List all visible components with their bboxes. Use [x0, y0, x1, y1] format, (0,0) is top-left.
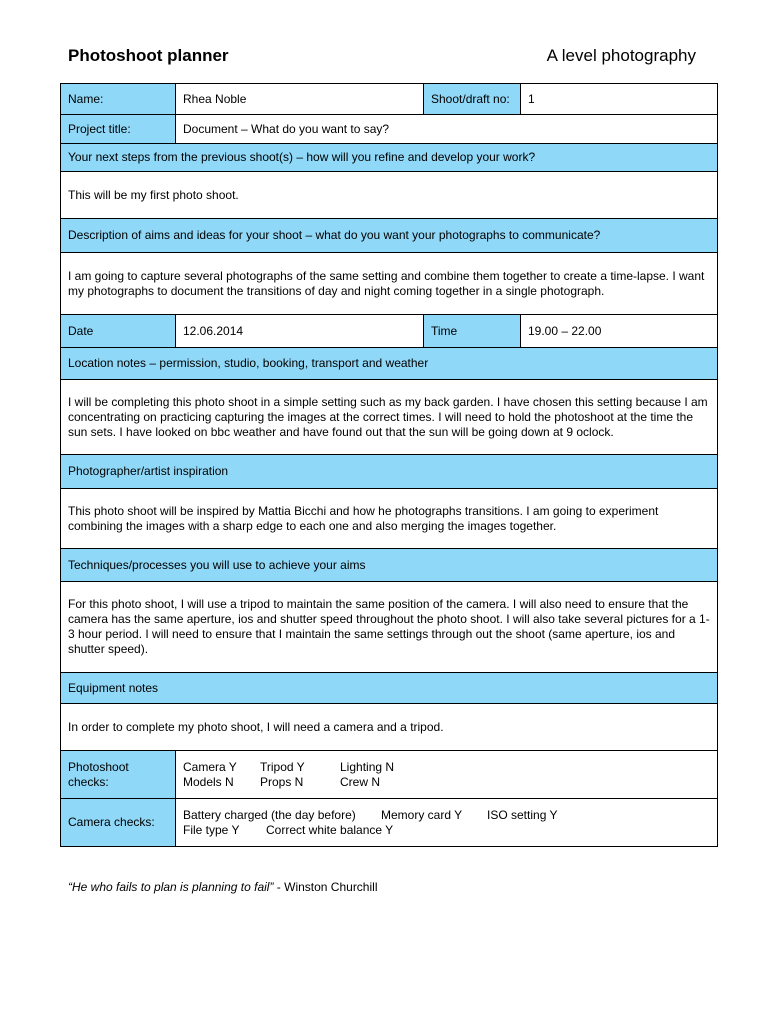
check-white-balance: Correct white balance Y: [266, 822, 394, 837]
time-value: 19.00 – 22.00: [521, 315, 718, 348]
inspiration-body-row: [61, 489, 718, 549]
date-value: 12.06.2014: [176, 315, 424, 348]
aims-heading: Description of aims and ideas for your shoot – what do you want your photographs to communicate?: [61, 219, 718, 253]
techniques-body: For this photo shoot, I will use a tripod to maintain the same position of the camera. I will also need to ensure that the camera has the same aperture, ios and shutter speed throughout the photo shoot. I will also take several pictures for a 1-3 hour period. I will need to ensure that I maintain the same settings through out the shoot (same aperture, ios and shutter speed).: [61, 582, 718, 673]
inspiration-body: This photo shoot will be inspired by Mattia Bicchi and how he photographs transitions. I am going to experiment combining the images with a sharp edge to each one and also merging the images together.: [61, 489, 718, 549]
date-time-row: [61, 315, 718, 348]
techniques-heading-row: [61, 549, 718, 582]
techniques-body-row: [61, 582, 718, 673]
check-memory-card: Memory card Y: [381, 807, 463, 822]
camera-checks-label: Camera checks:: [61, 799, 176, 847]
equipment-heading: Equipment notes: [61, 673, 718, 704]
aims-heading-row: [61, 219, 718, 253]
photoshoot-checks-line-1: [183, 760, 710, 775]
name-value: Rhea Noble: [176, 84, 424, 115]
planner-form: [60, 83, 718, 847]
check-camera: Camera Y: [183, 759, 237, 774]
check-tripod: Tripod Y: [260, 759, 305, 774]
quote-text: “He who fails to plan is planning to fail”: [68, 880, 274, 894]
camera-checks-row: [61, 799, 718, 847]
inspiration-heading: Photographer/artist inspiration: [61, 455, 718, 489]
photoshoot-checks-line-2: [183, 775, 710, 790]
project-label: Project title:: [61, 115, 176, 144]
inspiration-heading-row: [61, 455, 718, 489]
next-steps-heading-row: [61, 144, 718, 172]
draft-label: Shoot/draft no:: [424, 84, 521, 115]
time-label: Time: [424, 315, 521, 348]
subject-title: A level photography: [546, 46, 696, 65]
next-steps-body: This will be my first photo shoot.: [61, 172, 718, 219]
date-label: Date: [61, 315, 176, 348]
location-body: I will be completing this photo shoot in a simple setting such as my back garden. I have chosen this setting because I am concentrating on practicing capturing the images at the correct times. I will need to hold the photoshoot at the time the sun sets. I have looked on bbc weather and have found out that the sun will be going down at 9 oclock.: [61, 380, 718, 455]
camera-checks-line-2: [183, 823, 710, 838]
check-iso: ISO setting Y: [487, 807, 558, 822]
camera-checks-values: [176, 799, 718, 847]
name-label: Name:: [61, 84, 176, 115]
equipment-heading-row: [61, 673, 718, 704]
project-value: Document – What do you want to say?: [176, 115, 718, 144]
photoshoot-checks-row: [61, 751, 718, 799]
techniques-heading: Techniques/processes you will use to achieve your aims: [61, 549, 718, 582]
check-battery: Battery charged (the day before): [183, 807, 356, 822]
aims-body-row: [61, 253, 718, 315]
aims-body: I am going to capture several photographs of the same setting and combine them together to create a time-lapse. I want my photographs to document the transitions of day and night coming together in a single photograph.: [61, 253, 718, 315]
check-lighting: Lighting N: [340, 759, 395, 774]
camera-checks-line-1: [183, 808, 710, 823]
photoshoot-checks-label: Photoshoot checks:: [61, 751, 176, 799]
next-steps-heading: Your next steps from the previous shoot(s) – how will you refine and develop your work?: [61, 144, 718, 172]
page-title: Photoshoot planner: [68, 46, 229, 65]
draft-value: 1: [521, 84, 718, 115]
location-heading: Location notes – permission, studio, booking, transport and weather: [61, 348, 718, 380]
next-steps-body-row: [61, 172, 718, 219]
photoshoot-checks-values: [176, 751, 718, 799]
check-props: Props N: [260, 774, 304, 789]
equipment-body: In order to complete my photo shoot, I will need a camera and a tripod.: [61, 704, 718, 751]
equipment-body-row: [61, 704, 718, 751]
name-row: [61, 84, 718, 115]
project-row: [61, 115, 718, 144]
location-body-row: [61, 380, 718, 455]
footer-quote: [68, 880, 377, 894]
check-crew: Crew N: [340, 774, 381, 789]
check-models: Models N: [183, 774, 234, 789]
location-heading-row: [61, 348, 718, 380]
quote-author: - Winston Churchill: [273, 880, 378, 894]
check-file-type: File type Y: [183, 822, 240, 837]
